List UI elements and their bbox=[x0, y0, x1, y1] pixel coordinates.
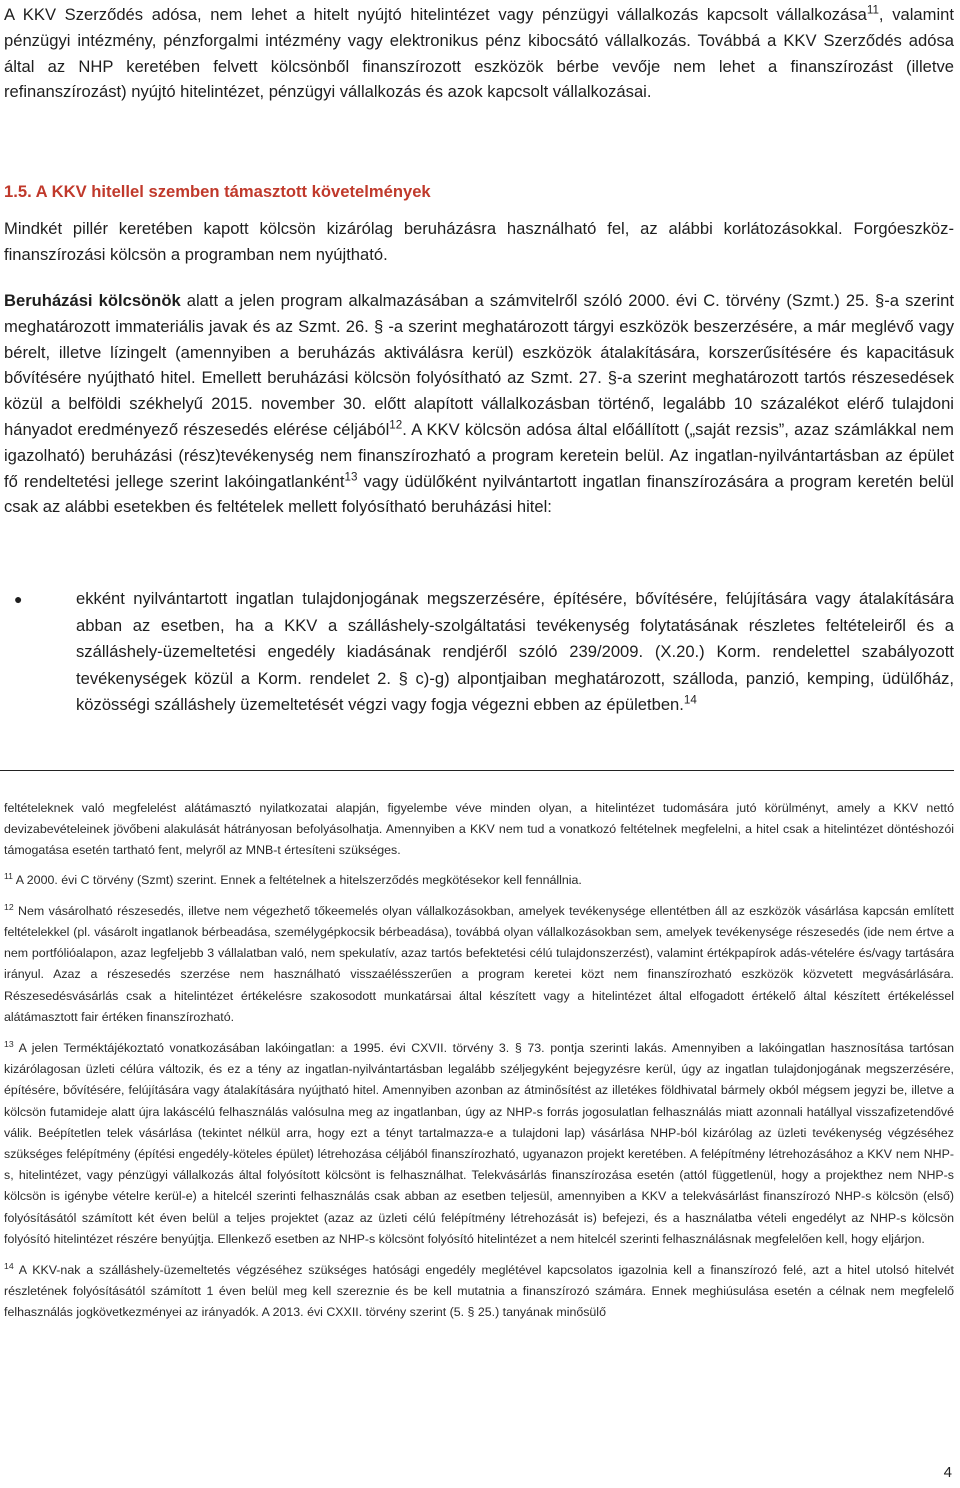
section-heading: 1.5. A KKV hitellel szemben támasztott követelmények bbox=[4, 182, 431, 201]
bold-term: Beruházási kölcsönök bbox=[4, 291, 181, 310]
footnote-13 bbox=[4, 1038, 954, 1250]
footnote-ref-14[interactable]: 14 bbox=[683, 693, 697, 707]
footnote-number: 13 bbox=[4, 1039, 14, 1050]
footnote-number: 11 bbox=[4, 870, 13, 881]
footnote-14 bbox=[4, 1260, 954, 1324]
footnote-text: A 2000. évi C törvény (Szmt) szerint. Ennek a feltételnek a hitelszerződés megkötésekor kell fennállnia. bbox=[13, 872, 582, 887]
footnote-ref-13[interactable]: 13 bbox=[344, 470, 358, 484]
footnote-12 bbox=[4, 901, 954, 1028]
paragraph-text: . A KKV kölcsön adósa által előállított („saját rezsis”, azaz számlákkal nem igazolható) beruházási (rész)tevékenység nem finanszírozható a program keretein belül. Az ingatlan-nyilvántartásban az épület fő rendeltetési jellege szerint lakóingatlanként bbox=[4, 419, 954, 491]
footnote-text: A KKV-nak a szálláshely-üzemeltetés végzéséhez szükséges hatósági engedély meglétével kapcsolatos igazolnia kell a finanszírozó felé, azt a hitel utolsó hitelvét részletének folyósításától számított 1 éven belül meg kell szereznie és be kell mutatnia a finanszírozó számára. Ennek meghiúsulása esetén a célnak nem megfelelő felhasználás jogkövetkezményei az irányadók. A 2013. évi CXXII. törvény szerint (5. § 25.) tanyának minősülő bbox=[4, 1263, 954, 1320]
paragraph-loan-purpose: Mindkét pillér keretében kapott kölcsön kizárólag beruházásra használható fel, az alábbi korlátozásokkal. Forgóeszköz-finanszírozási kölcsön a programban nem nyújtható. bbox=[4, 219, 954, 264]
paragraph-text: vagy üdülőként nyilvántartott ingatlan finanszírozására a program keretén belül csak az alábbi esetekben és feltételek mellett folyósítható beruházási hitel: bbox=[4, 471, 954, 517]
paragraph-investment-loans bbox=[4, 288, 954, 520]
page-number: 4 bbox=[943, 1464, 952, 1481]
footnote-divider bbox=[0, 770, 954, 771]
list-item-text: ekként nyilvántartott ingatlan tulajdonjogának megszerzésére, építésére, bővítésére, felújítására vagy átalakítására abban az esetben, ha a KKV a szálláshely-szolgáltatási tevékenység folytatásának részletes feltételeiről és a szálláshely-üzemeltetési engedély kiadásának rendjéről szóló 239/2009. (X.20.) Korm. rendelettel szabályozott tevékenységek közül a Korm. rendelet 2. § c)-g) alpontjaiban meghatározott, szálloda, panzió, kemping, üdülőház, közösségi szálláshely üzemeltetését végzi vagy fogja végezni ebben az épületben. bbox=[76, 589, 954, 715]
footnote-text: Nem vásárolható részesedés, illetve nem végezhető tőkeemelés olyan vállalkozásokban, amelyek tevékenysége ellentétben áll az eszközök vásárlása kapcsán említett feltételekkel (pl. vásárolt ingatlanok bérbeadása, személygépkocsik bérbeadása), továbbá olyan vállalkozásokban sem, amelyek tevékenysége részesedés (ide nem értve a nem portfólióalapon, azaz legfeljebb 3 vállalatban való, nem spekulatív, azaz tartós befektetési célú tulajdonszerzést), valamint értékpapírok adás-vételére és/vagy tartására irányul. Azaz a részesedés szerzése nem használható visszaélésszerűen a program keretei közt nem finanszírozható eszközök közvetett megvásárlására. Részesedésvásárlás csak a hitelintézet értékelésre szakosodott munkatársai által készített vagy a hitelintézet által elfogadott értékelő által készített értékeléssel alátámasztott fair értéken finanszírozható. bbox=[4, 903, 954, 1024]
footnotes bbox=[4, 798, 954, 1334]
footnote-ref-11[interactable]: 11 bbox=[866, 3, 879, 17]
paragraph-borrower-restrictions bbox=[4, 2, 954, 105]
footnote-text: A jelen Terméktájékoztató vonatkozásában lakóingatlan: a 1995. évi CXVII. törvény 3. § 73. pontja szerinti lakás. Amennyiben a lakóingatlan hasznosítása tartósan kizárólagosan üzleti célúra változik, és ez a tény az ingatlan-nyilvántartásban legalább széljegyként bejegyzésre kerül, úgy az ingatlan tulajdonjogának megszerzésére, építésére, bővítésére, felújítására vagy átalakítására nyújtható hitel. Amennyiben azonban az átminősítést az illetékes földhivatal bármely okból mégsem jegyzi be, illetve a kölcsön futamideje alatt újra lakáscélú felhasználás valósulna meg az ingatlanban, úgy az NHP-s forrás jogosulatlan felhasználás miatt azonnali hatállyal visszafizetendővé válik. Beépítetlen telek vásárlása (tekintet nélkül arra, hogy ezt a tényt tartalmazza-e a tulajdoni lap) vásárlása NHP-ból kizárólag az üzleti tevékenység végzéséhez szükséges felépítmény (építési engedély-köteles épület) létrehozása céljából finanszírozható, ugyanazon projekt keretében. A felépítmény létrehozásához a KKV nem NHP-s, hitelintézet, vagy pénzügyi vállalkozás által folyósított kölcsönt is felhasználhat. Telekvásárlás finanszírozása esetén (attól függetlenül, hogy a projekthez nem NHP-s kölcsön is igénybe vételre kerül-e) a hitelcél szerinti felhasználás csak abban az esetben teljesül, amennyiben a KKV a telekvásárlást finanszírozó NHP-s kölcsön (első) folyósításától számított két éven belül a teljes projektet (azaz az üzleti célú felépítmény létrehozását is) befejezi, és a használatba vételi engedélyt az NHP-s kölcsön folyósító hitelintézet részére benyújtja. Ellenkező esetben az NHP-s kölcsönt folyósító hitelintézet a nem hitelcél szerinti felhasználásnak megfelelően kell, hogy eljárjon. bbox=[4, 1041, 954, 1246]
bullet-list bbox=[4, 586, 954, 719]
footnote-11 bbox=[4, 870, 954, 891]
paragraph-text: A KKV Szerződés adósa, nem lehet a hitelt nyújtó hitelintézet vagy pénzügyi vállalkozás kapcsolt vállalkozása bbox=[4, 5, 867, 24]
footnote-number: 14 bbox=[4, 1261, 14, 1272]
paragraph-text: alatt a jelen program alkalmazásában a számvitelről szóló 2000. évi C. törvény (Szmt.) 25. §-a szerint meghatározott immateriális javak és az Szmt. 26. § -a szerint meghatározott tárgyi eszközök beszerzésére, a már meglévő vagy bérelt, illetve lízingelt (amennyiben a beruházás aktiválásra kerül) eszközök átalakítására, korszerűsítésére és kapacitásuk bővítésére nyújtható hitel. Emellett beruházási kölcsön folyósítható az Szmt. 27. §-a szerint meghatározott tartós részesedések közül a belföldi székhelyű 2015. november 30. előtt alapított vállalkozásban történő, legalább 10 százalékot elérő tulajdoni hányadot eredményező részesedés elérése céljából bbox=[4, 291, 954, 439]
footnote-number: 12 bbox=[4, 902, 14, 913]
footnote-ref-12[interactable]: 12 bbox=[389, 418, 403, 432]
bullet-icon: ● bbox=[14, 591, 23, 607]
list-item bbox=[4, 586, 954, 719]
footnote-continuation: feltételeknek való megfelelést alátámasztó nyilatkozatai alapján, figyelembe véve minden olyan, a hitelintézet tudomására jutó körülményt, amely a KKV nettó devizabevételeinek jövőbeni alakulását hátrányosan befolyásolhatja. Amennyiben a KKV nem tud a vonatkozó feltételnek megfelelni, a hitel csak a hitelintézet döntéshozói támogatása esetén tartható fent, melyről az MNB-t értesíteni szükséges. bbox=[4, 801, 954, 858]
paragraph-text: , valamint pénzügyi intézmény, pénzforgalmi intézmény vagy elektronikus pénz kibocsátó vállalkozás. Továbbá a KKV Szerződés adósa által az NHP keretében felvett kölcsönből finanszírozott eszközök bérbe vevője nem lehet a finanszírozást (illetve refinanszírozást) nyújtó hitelintézet, pénzügyi vállalkozás és azok kapcsolt vállalkozásai. bbox=[4, 5, 954, 102]
